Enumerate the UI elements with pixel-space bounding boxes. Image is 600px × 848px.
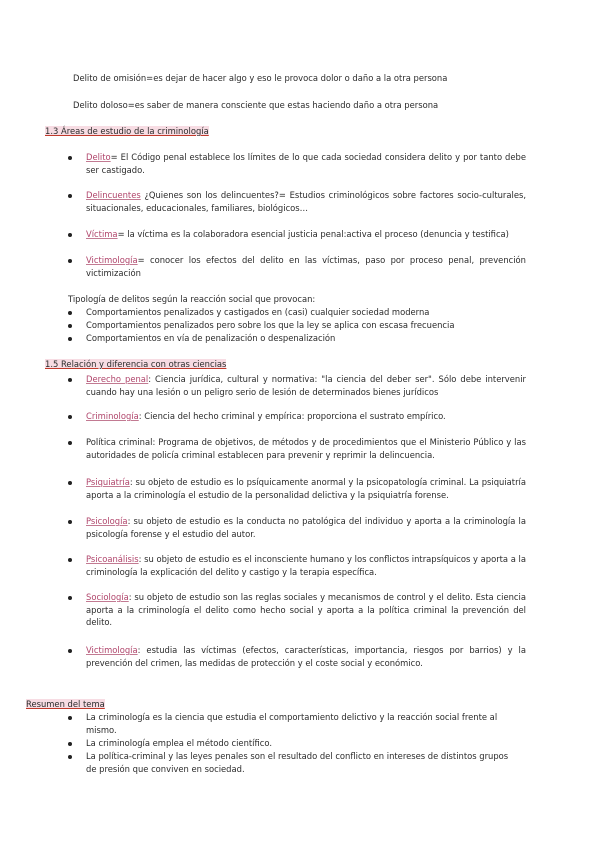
resumen-item: La criminología emplea el método científico. (86, 738, 273, 748)
bullet-dot (68, 259, 72, 263)
definition-doloso: Delito doloso=es saber de manera consciente que estas haciendo daño a otra persona (73, 100, 439, 110)
list-item-sociologia: Sociología: su objeto de estudio son las reglas sociales y mecanismos de control y el delito. Esta ciencia aporta a la criminología el delito como hecho social y aporta a la política criminal la prevención del delito. (86, 592, 526, 627)
section-heading-relacion (45, 358, 226, 371)
bullet-dot (68, 311, 72, 315)
resumen-item: La política-criminal y las leyes penales son el resultado del conflicto en intereses de distintos grupos de presión que conviven en sociedad. (86, 751, 509, 774)
term-link[interactable]: Delito (86, 152, 111, 162)
resumen-item: La criminología es la ciencia que estudia el comportamiento delictivo y la reacción social frente al mismo. (86, 712, 498, 735)
bullet-dot (68, 441, 72, 445)
list-item-delincuentes: Delincuentes ¿Quienes son los delincuentes?= Estudios criminológicos sobre factores socio-culturales, situacionales, educacionales, familiares, biológicos… (86, 190, 526, 213)
section-title: 1.5 Relación y diferencia con otras ciencias (45, 359, 227, 369)
bullet-dot (68, 481, 72, 485)
bullet-dot (68, 156, 72, 160)
tipologia-item: Comportamientos en vía de penalización o despenalización (86, 333, 336, 343)
section-heading-resumen (26, 698, 105, 711)
term-link[interactable]: Criminología (86, 411, 139, 421)
bullet-dot (68, 649, 72, 653)
term-link[interactable]: Psiquiatría (86, 477, 130, 487)
bullet-dot (68, 520, 72, 524)
tipologia-item: Comportamientos penalizados y castigados en (casi) cualquier sociedad moderna (86, 307, 430, 317)
list-item-psiquiatria: Psiquiatría: su objeto de estudio es lo psíquicamente anormal y la psicopatología criminal. La psiquiatría aporta a la criminología el estudio de la personalidad delictiva y la psiquiatría forense. (86, 477, 526, 500)
section-title: 1.3 Áreas de estudio de la criminología (45, 126, 209, 136)
list-item-psicoanalisis: Psicoanálisis: su objeto de estudio es el inconsciente humano y los conflictos intrapsíquicos y aporta a la criminología la explicación del delito y castigo y la terapia específica. (86, 554, 526, 577)
list-item-victima: Víctima= la víctima es la colaboradora esencial justicia penal:activa el proceso (denuncia y testifica) (86, 229, 509, 239)
list-item-delito: Delito= El Código penal establece los límites de lo que cada sociedad considera delito y por tanto debe ser castigado. (86, 152, 526, 175)
definition-omision: Delito de omisión=es dejar de hacer algo y eso le provoca dolor o daño a la otra persona (73, 73, 448, 83)
term-link[interactable]: Víctima (86, 229, 118, 239)
bullet-dot (68, 755, 72, 759)
bullet-dot (68, 233, 72, 237)
bullet-dot (68, 324, 72, 328)
term-link[interactable]: Sociología (86, 592, 129, 602)
bullet-dot (68, 415, 72, 419)
bullet-dot (68, 558, 72, 562)
term-link[interactable]: Psicoanálisis (86, 554, 139, 564)
list-item-victimologia: Victimología= conocer los efectos del delito en las víctimas, paso por proceso penal, prevención victimización (86, 255, 526, 278)
tipologia-title: Tipología de delitos según la reacción social que provocan: (68, 294, 316, 304)
bullet-dot (68, 716, 72, 720)
term-link[interactable]: Delincuentes (86, 190, 141, 200)
section-title: Resumen del tema (26, 699, 105, 709)
term-link[interactable]: Derecho penal (86, 374, 149, 384)
term-link[interactable]: Victimología (86, 255, 138, 265)
term-link[interactable]: Psicología (86, 516, 128, 526)
list-item-derecho-penal: Derecho penal: Ciencia jurídica, cultural y normativa: "la ciencia del deber ser". Sólo debe intervenir cuando hay una lesión o un peligro serio de lesión de determinados bienes jurídicos (86, 374, 526, 397)
list-item-politica-criminal: Política criminal: Programa de objetivos, de métodos y de procedimientos que el Ministerio Público y las autoridades de policía criminal establecen para prevenir y reprimir la delincuencia. (86, 437, 526, 460)
section-heading-areas (45, 125, 209, 138)
list-item-psicologia: Psicología: su objeto de estudio es la conducta no patológica del individuo y aporta a la criminología la psicología forense y el estudio del autor. (86, 516, 526, 539)
list-item-criminologia: Criminología: Ciencia del hecho criminal y empírica: proporciona el sustrato empírico. (86, 411, 446, 421)
list-item-victimologia: Victimología: estudia las víctimas (efectos, características, importancia, riesgos por barrios) y la prevención del crimen, las medidas de protección y el coste social y económico. (86, 645, 526, 668)
bullet-dot (68, 378, 72, 382)
term-link[interactable]: Victimología (86, 645, 138, 655)
bullet-dot (68, 337, 72, 341)
tipologia-item: Comportamientos penalizados pero sobre los que la ley se aplica con escasa frecuencia (86, 320, 455, 330)
bullet-dot (68, 194, 72, 198)
bullet-dot (68, 742, 72, 746)
bullet-dot (68, 596, 72, 600)
